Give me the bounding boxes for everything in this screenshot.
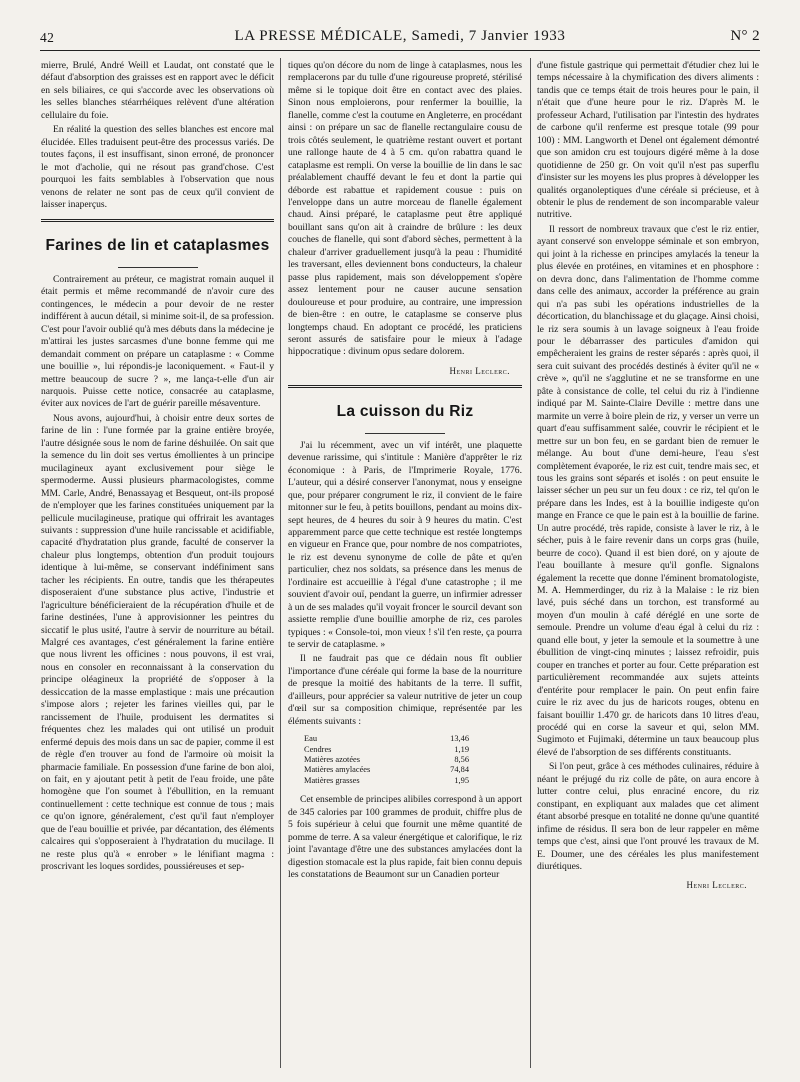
paragraph: Il ressort de nombreux travaux que c'est le riz entier, ayant conservé son enveloppe séminale et son embryon, qui joint à la richesse en principes amylacés la teneur la plus élevée en protéines, en vitamines et en phosphore : on devra donc, dans l'alimentation de l'homme comme dans celle des animaux, accorder la préférence au grain qui n'a pas subi les opérations industrielles de la décortication, du blanchissage et du glaçage. Ainsi choisi, le riz sera soumis à un lavage soigneux à l'eau froide pour le débarrasser des particules d'amidon qui empêcheraient les grains de rester séparés : après quoi, il sera cuit suivant des procédés destinés à éviter qu'il ne « crève », qu'il ne s'agglutine et ne se transforme en une pâte à consistance de colle, tel celui du riz à l'indienne indiqué par M. Sainte-Claire Deville : mettre dans une marmite un verre à boire plein de riz, y verser un verre un quart d'eau suffisamment salée, couvrir le récipient et le mettre sur un bon feu, en se gardant bien de remuer le mélange. Au bout d'une demi-heure, l'eau s'est complètement évaporée, le riz est cuit, tendre mais sec, et tous les grains sont séparés et isolés : on peut ensuite le laisser sécher un peu sur un feu doux : ce riz, tel qu'on le prépare dans les Indes, est à la bouillie indigeste qu'on mange en France ce que le pain est à la bouillie de farine. Un autre procédé, très rapide, consiste à laver le riz, à le sécher, puis à le faire revenir dans un corps gras (huile, beurre de coco). Quand il est bien doré, on y ajoute de l'eau bouillante à mesure qu'il gonfle. Signalons également la recette que donne l'éminent bromatologiste, M. A. Hemmerdinger, du riz à la Malaise : le riz bien lavé, puis séché dans un torchon, est transformé au moyen d'un moulin à café déréglé en une sorte de semoule. Prendre un volume d'eau égal à celui du riz : quand elle bout, y jeter la semoule et la soumettre à une ébullition de vingt-cinq minutes ; laissez refroidir, puis couper en tranches et porter au four. Cette préparation est particulièrement recommandée aux sujets atteints d'entérite pour remplacer le pain. On peut enfin faire cuire le riz avec du jus de haricots rouges, obtenu en faisant bouillir 1.470 gr. de haricots dans 10 litres d'eau, procédé qui en corse la saveur et qui, selon MM. Sugimoto et Fujimaki, détermine un taux beaucoup plus élevé de l'absorption de ses différents constituants.: [537, 223, 759, 758]
heading-rule: [365, 433, 445, 434]
paragraph: Nous avons, aujourd'hui, à choisir entre deux sortes de farine de lin : l'une formée par la graine entière broyée, l'autre désignée sous le nom de farine déshuilée. On sait que la semence du lin doit ses vertus émollientes à un principe mucilagineux ayant exclusivement pour siège le spermoderme. Aussi plusieurs pharmacologistes, comme MM. Carle, André, Benassayag et Besqueut, ont-ils proposé de n'employer que les farines constituées uniquement par la pellicule mucilagineuse, pratique qui offrirait les avantages suivants : suppression d'une huile rancissable et acidifiable, capacité d'hydratation plus grande, faculté de conserver la chaleur plus longtemps, obtention d'un produit toujours identique à lui-même, se conservant indéfiniment sans tacher les récipients. En outre, tandis que les thérapeutes disposeraient d'une substance plus active, l'industrie et l'agriculture bénéficieraient de la récupération d'huile et de farine destinées, l'une à approvisionner les peintres du siccatif le plus usité, l'autre à servir de nourriture au bétail. Malgré ces avantages, c'est généralement la farine entière que nous livrent les officines : nous pouvons, il est vrai, nous en consoler en reconnaissant à la conservation du principe oléagineux la propriété de s'opposer à la dessiccation de la masse emplastique : mais une précaution s'impose alors ; rejeter les farines vieilles qui, par le rancissement de l'huile, produisent les dermatites si fréquentes chez les malades qui ont utilisé un produit enfermé depuis des mois dans un sac de papier, comme il est de règle d'en trouver au fond de l'armoire où moisit la pharmacie familiale. En possession d'une farine de bon aloi, on fait, en y ajoutant petit à petit de l'eau froide, une pâte homogène que l'on soumet à l'ébullition, en la remuant continuellement : cette technique est connue de tous ; mais ce qu'on ignore, généralement, c'est qu'il faut n'employer que de l'eau bouillie et privée, par décantation, des éléments calcaires qui s'opposeraient à l'hydratation du mucilage. Il ne reste plus qu'à « enrober » le lénifiant magma : proscrivant les loques sordides, poussiéreuses et sep-: [41, 412, 274, 873]
header-rule: [40, 50, 760, 51]
paragraph: J'ai lu récemment, avec un vif intérêt, une plaquette devenue rarissime, qui s'intitule : Manière d'apprêter le riz économique : à Paris, de l'Imprimerie Royale, 1776. L'auteur, qui a désiré conserver l'anonymat, nous y enseigne que, pour préparer congrument le riz, il convient de le faire mitonner sur le feu, à petits bouillons, pendant au moins dix-sept heures, de 4 heures du soir à 9 heures du matin. C'est apparemment parce que cette technique est restée longtemps en vigueur en France que, pour nombre de nos compatriotes, le riz est devenu synonyme de colle de pâte et qu'en particulier, chez nos soldats, sa présence dans les menus de l'ordinaire est accueillie à l'égal d'une catastrophe ; il me souvient d'avoir ouï, pendant la guerre, un infirmier adresser à un de ses malades qu'il voyait froncer le sourcil devant son assiette remplie d'une bouillie amorphe de riz, ces paroles typiques : « Console-toi, mon vieux ! s'il t'en reste, ça pourra te servir de cataplasme. »: [288, 439, 522, 651]
column-1: [41, 60, 274, 876]
composition-row: [304, 776, 469, 786]
column-divider: [530, 58, 531, 1068]
heading-rule: [118, 267, 198, 268]
component-name: Eau: [304, 734, 318, 744]
paragraph: d'une fistule gastrique qui permettait d'étudier chez lui le temps nécessaire à la chymification des divers aliments : tandis que ce temps était de trois heures pour le pain, il n'était que d'une heure pour le riz. D'après M. le professeur Achard, l'utilisation par l'intestin des hydrates de carbone qu'il renferme est presque totale (99 pour 100) : MM. Langworth et Denel ont également démontré que son amidon cru est toujours digéré même à la dose quotidienne de 250 gr. On voit qu'il n'est pas superflu d'insister sur les moyens les plus propres à développer les qualités organoleptiques d'une céréale si précieuse, et à obtenir le plus de rendement de son incomparable valeur nutritive.: [537, 60, 759, 221]
composition-table: [304, 734, 469, 786]
section-heading: Farines de lin et cataplasmes: [45, 237, 270, 255]
page-header: [40, 26, 760, 48]
component-name: Matières azotées: [304, 755, 361, 765]
component-name: Matières grasses: [304, 775, 360, 785]
component-value: 74,84: [450, 765, 469, 775]
paragraph: mierre, Brulé, André Weill et Laudat, ont constaté que le défaut d'absorption des graisses est en rapport avec le déficit en sels biliaires, ce qui s'accorde avec les observations où les selles blanches stéarrhéiques relèvent d'une altération cellulaire du foie.: [41, 60, 274, 121]
section-heading: La cuisson du Riz: [336, 403, 474, 421]
journal-title: LA PRESSE MÉDICALE, Samedi, 7 Janvier 1933: [234, 28, 566, 44]
column-2: [288, 60, 522, 883]
component-value: 1,95: [454, 775, 469, 785]
composition-row: [304, 765, 469, 775]
page-number: 42: [40, 30, 55, 45]
paragraph: Il ne faudrait pas que ce dédain nous fît oublier l'importance d'une céréale qui forme la base de la nourriture de presque la moitié des habitants de la terre. Il suffit, d'ailleurs, pour apprécier sa valeur nutritive de jeter un coup d'œil sur sa composition chimique, représentée par les éléments suivants :: [288, 653, 522, 727]
section-divider: [288, 385, 522, 388]
component-name: Matières amylacées: [304, 765, 371, 775]
composition-row: [304, 734, 469, 744]
paragraph: tiques qu'on décore du nom de linge à cataplasmes, nous les remplacerons par du tulle d'une rigoureuse propreté, stérilisé même si le topique doit être en contact avec des plaies. Sinon nous emploierons, pour renfermer la bouillie, la flanelle, comme c'est la coutume en Angleterre, en procédant ainsi : on prépare un sac de flanelle rectangulaire cousu de trois côtés seulement, le quatrième restant ouvert et portant une rallonge haute de 4 à 5 cm. qu'on rabattra quand le cataplasme est rempli. On verse la bouillie de lin dans le sac préalablement chauffé devant le feu et dont la partie qui déborde est rabattue et rapidement cousue : puis on l'enveloppe dans un autre morceau de flanelle également chaud. Ainsi préparé, le cataplasme peut être appliqué bouillant sans qu'on ait à craindre de brûlure : les deux couches de flanelle, qui sont d'abord sèches, permettent à la chaleur d'arriver graduellement jusqu'à la peau : l'humidité les traversant, elles deviennent bons conducteurs, la chaleur passe plus rapidement, mais son développement s'opère assez lentement pour ne causer aucune sensation douloureuse et pour produire, au contraire, une impression de bien-être : en outre, le cataplasme se conserve plus longtemps chaud. En adoptant ce procédé, les praticiens seront assurés de satisfaire pour le mieux à l'adage hippocratique : divinum opus sedare dolorem.: [288, 60, 523, 358]
component-name: Cendres: [304, 744, 332, 754]
paragraph: En réalité la question des selles blanches est encore mal élucidée. Elles traduisent peut-être des processus variés. De toutes façons, il est insuffisant, sinon erroné, de prononcer le mot d'acholie, qui ne résout pas grand'chose. C'est pourquoi les faits semblables à l'observation que nous venons de relater ne sont pas de ceux qu'il convient de laisser inaperçus.: [41, 124, 274, 210]
signature: Henri Leclerc.: [449, 365, 510, 376]
composition-row: [304, 755, 469, 765]
paragraph: Cet ensemble de principes alibiles correspond à un apport de 345 calories par 100 grammes de produit, chiffre plus de 5 fois supérieur à celui que fournit une même quantité de pomme de terre. A sa valeur énergétique et calorifique, le riz joint l'avantage d'être une des substances amylacées dont la digestion stomacale est la plus rapide, fait bien connu depuis les constatations de Beaumont sur un Canadien porteur: [288, 794, 522, 880]
component-value: 13,46: [450, 734, 469, 744]
signature: Henri Leclerc.: [686, 880, 747, 891]
component-value: 1,19: [454, 744, 469, 754]
component-value: 8,56: [454, 755, 469, 765]
composition-row: [304, 745, 469, 755]
column-3: [537, 60, 759, 896]
issue-number: N° 2: [730, 28, 760, 44]
column-divider: [280, 58, 281, 1068]
paragraph: Si l'on peut, grâce à ces méthodes culinaires, réduire à néant le préjugé du riz colle de pâte, on aura encore à lutter contre celui, plus enraciné encore, du riz constipant, en expliquant aux malades que cet aliment étant absorbé presque en totalité ne donne qu'une quantité infime de résidus. Il sera bon de leur rappeler en même temps que c'est, ainsi que l'ont prouvé les travaux de M. E. Doumer, une des céréales les plus manifestement diurétiques.: [537, 761, 759, 872]
section-divider: [41, 219, 274, 222]
paragraph: Contrairement au préteur, ce magistrat romain auquel il était permis et même recommandé de n'avoir cure des contingences, le médecin a pour devoir de ne rester indifférent à aucun détail, si minime soit-il, de sa profession. C'est pour l'avoir oublié qu'à mes débuts dans la médecine je m'attirai les justes sarcasmes d'une bonne femme qui me demandait comment on prépare un cataplasme : « Comme une bouillie », lui répondis-je laconiquement. « Faut-il y mettre beaucoup de sucre ? », me lança-t-elle d'un air narquois. Puisse cette notice, consacrée au cataplasme, éviter aux novices de l'art de guérir pareille mésaventure.: [41, 273, 274, 410]
